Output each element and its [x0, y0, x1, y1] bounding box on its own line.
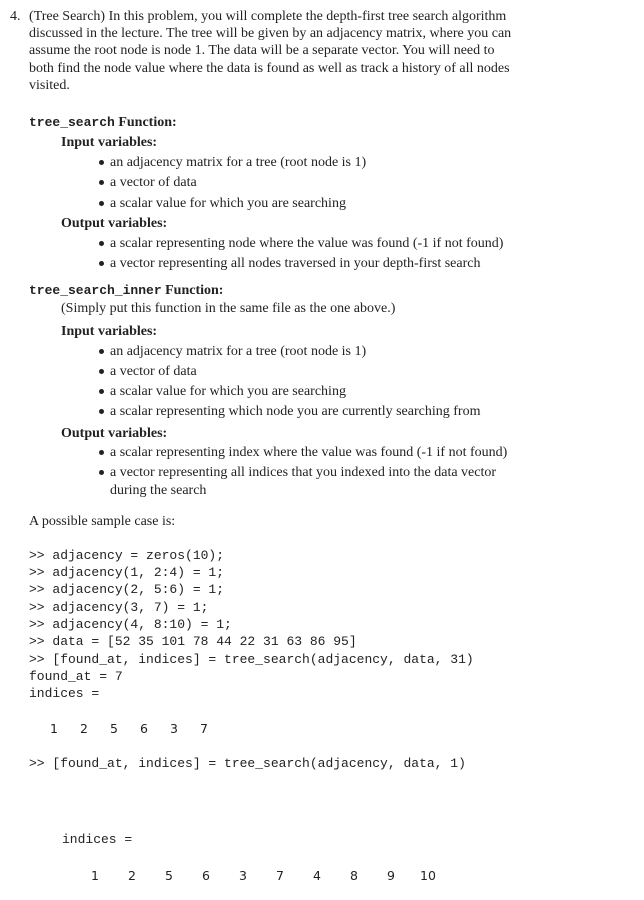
bullet-icon — [99, 369, 104, 374]
input-variables-heading: Input variables: — [61, 135, 158, 150]
bullet-text: a scalar value for which you are searching — [110, 384, 346, 399]
output-variables-heading: Output variables: — [61, 426, 168, 441]
code-line: >> adjacency = zeros(10); — [29, 548, 225, 563]
bullet-icon — [99, 241, 104, 246]
code-line: >> [found_at, indices] = tree_search(adjacency, data, 31) — [29, 652, 474, 667]
code-line: >> [found_at, indices] = tree_search(adjacency, data, 1) — [29, 756, 466, 771]
bullet-icon — [99, 409, 104, 414]
bullet-icon — [99, 470, 104, 475]
bullet-text: a vector representing all nodes traversed in your depth-first search — [110, 256, 481, 271]
index-value: 2 — [128, 868, 136, 883]
code-line: found_at = 7 — [29, 669, 123, 684]
output-variables-heading: Output variables: — [61, 216, 168, 231]
index-value: 4 — [313, 868, 321, 883]
intro-line: visited. — [29, 77, 70, 93]
tree-search-heading — [29, 111, 177, 131]
problem-intro — [29, 8, 569, 94]
intro-line: both find the node value where the data is found as well as track a history of all nodes — [29, 60, 510, 76]
index-value: 6 — [140, 721, 148, 736]
index-value: 5 — [110, 721, 118, 736]
bullet-text: an adjacency matrix for a tree (root node is 1) — [110, 344, 367, 359]
bullet-icon — [99, 450, 104, 455]
bullet-text-continuation: during the search — [110, 483, 207, 498]
bullet-text: an adjacency matrix for a tree (root node is 1) — [110, 155, 367, 170]
sample-intro: A possible sample case is: — [29, 514, 176, 529]
input-variables-heading: Input variables: — [61, 324, 158, 339]
bullet-icon — [99, 160, 104, 165]
index-value: 10 — [420, 868, 436, 883]
index-value: 9 — [387, 868, 395, 883]
indices-label: indices = — [62, 832, 133, 847]
index-value: 8 — [350, 868, 358, 883]
code-line: indices = — [29, 686, 100, 701]
code-line: >> adjacency(1, 2:4) = 1; — [29, 565, 225, 580]
bullet-icon — [99, 349, 104, 354]
intro-line: assume the root node is node 1. The data will be a separate vector. You will need to — [29, 43, 495, 59]
index-value: 6 — [202, 868, 210, 883]
function-suffix: Function: — [161, 283, 224, 298]
index-value: 5 — [165, 868, 173, 883]
code-line: >> adjacency(3, 7) = 1; — [29, 600, 209, 615]
intro-line: discussed in the lecture. The tree will be given by an adjacency matrix, where you can — [29, 26, 512, 42]
function-suffix: Function: — [114, 115, 177, 130]
function-name: tree_search_inner — [29, 283, 162, 298]
index-value: 1 — [91, 868, 99, 883]
index-value: 3 — [170, 721, 178, 736]
index-value: 7 — [200, 721, 208, 736]
tree-search-inner-heading — [29, 279, 223, 299]
bullet-text: a scalar value for which you are searching — [110, 196, 346, 211]
index-value: 1 — [50, 721, 58, 736]
index-value: 7 — [276, 868, 284, 883]
bullet-text: a vector of data — [110, 364, 197, 379]
code-line: >> adjacency(2, 5:6) = 1; — [29, 582, 225, 597]
index-value: 2 — [80, 721, 88, 736]
bullet-icon — [99, 180, 104, 185]
index-value: 3 — [239, 868, 247, 883]
bullet-icon — [99, 201, 104, 206]
code-line: >> data = [52 35 101 78 44 22 31 63 86 95] — [29, 634, 357, 649]
intro-line: (Tree Search) In this problem, you will complete the depth-first tree search algorithm — [29, 9, 507, 24]
function-note: (Simply put this function in the same file as the one above.) — [61, 301, 396, 316]
bullet-text: a scalar representing index where the value was found (-1 if not found) — [110, 445, 508, 460]
function-name: tree_search — [29, 115, 115, 130]
bullet-icon — [99, 389, 104, 394]
code-line: >> adjacency(4, 8:10) = 1; — [29, 617, 232, 632]
bullet-icon — [99, 261, 104, 266]
bullet-text: a vector representing all indices that you indexed into the data vector — [110, 465, 497, 480]
bullet-text: a scalar representing node where the value was found (-1 if not found) — [110, 236, 504, 251]
problem-number: 4. — [10, 9, 21, 24]
bullet-text: a vector of data — [110, 175, 197, 190]
bullet-text: a scalar representing which node you are currently searching from — [110, 404, 481, 419]
